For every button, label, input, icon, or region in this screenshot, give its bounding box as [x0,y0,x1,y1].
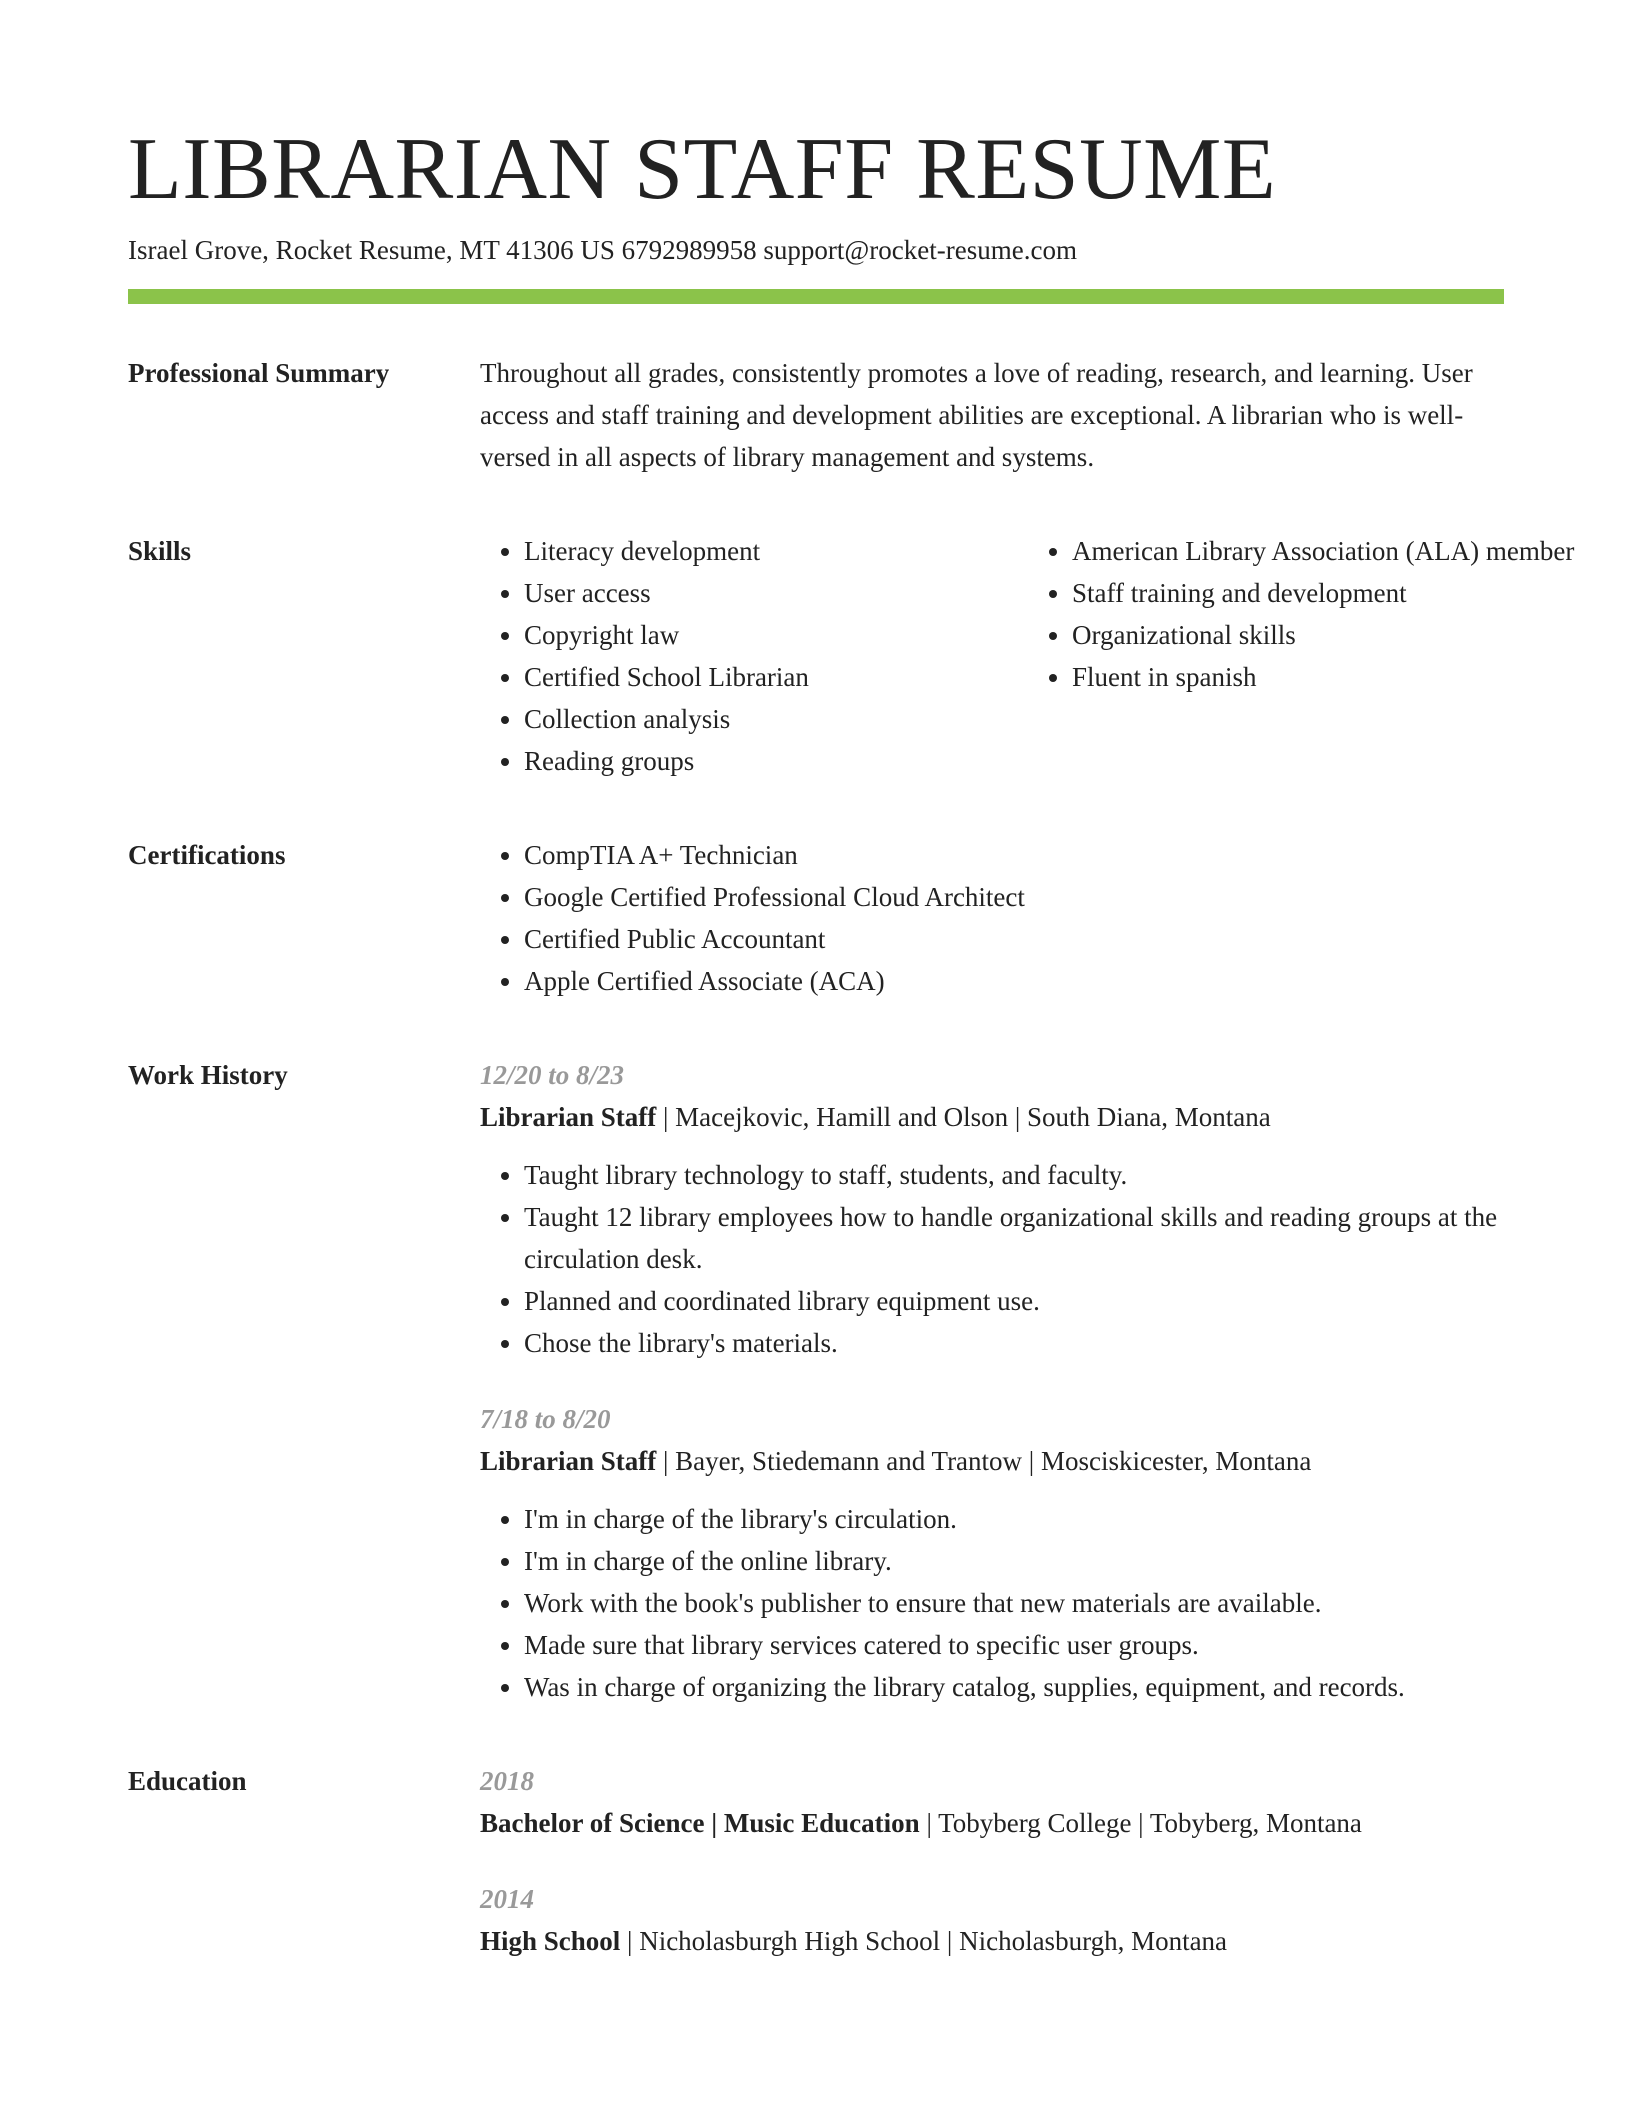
summary-label: Professional Summary [128,358,390,388]
list-item: • CompTIA A+ Technician [524,834,1504,876]
job-details: | Bayer, Stiedemann and Trantow | Mosciskicester, Montana [656,1446,1312,1476]
summary-section [128,352,1504,478]
education-details: | Tobyberg College | Tobyberg, Montana [919,1808,1362,1838]
list-item: • Apple Certified Associate (ACA) [524,960,1504,1002]
education-entry [480,1760,1504,1844]
resume-title: LIBRARIAN STAFF RESUME [128,121,1277,218]
work-history-label: Work History [128,1060,288,1090]
certifications-section [128,834,1504,1002]
education-year: 2014 [480,1884,534,1914]
skills-column-2 [1028,530,1592,782]
job-role: Librarian Staff [480,1446,657,1476]
job-entry [480,1054,1504,1364]
job-heading [480,1440,1504,1482]
list-item: • Taught library technology to staff, students, and faculty. [524,1154,1504,1196]
list-item: • Taught 12 library employees how to handle organizational skills and reading groups at the circulation desk. [524,1196,1504,1280]
list-item: • Was in charge of organizing the library catalog, supplies, equipment, and records. [524,1666,1504,1708]
job-entry [480,1398,1504,1708]
list-item: • Made sure that library services catered to specific user groups. [524,1624,1504,1666]
education-heading [480,1802,1504,1844]
contact-line: Israel Grove, Rocket Resume, MT 41306 US 6792989958 support@rocket-resume.com [128,235,1077,265]
education-section [128,1760,1504,1962]
job-bullets [480,1154,1504,1364]
list-item: • Google Certified Professional Cloud Architect [524,876,1504,918]
list-item: • Certified Public Accountant [524,918,1504,960]
summary-text: Throughout all grades, consistently promotes a love of reading, research, and learning. User access and staff training and development abilities are exceptional. A librarian who is well-versed in all aspects of library management and systems. [480,358,1473,472]
education-degree: High School [480,1926,621,1956]
list-item: • American Library Association (ALA) member [1072,530,1592,572]
skills-column-1 [480,530,1028,782]
list-item: • Collection analysis [524,698,1028,740]
certifications-label: Certifications [128,840,286,870]
job-dates: 12/20 to 8/23 [480,1060,625,1090]
certifications-list [480,834,1504,1002]
job-dates: 7/18 to 8/20 [480,1404,611,1434]
list-item: • Work with the book's publisher to ensure that new materials are available. [524,1582,1504,1624]
education-label: Education [128,1766,247,1796]
list-item: • Literacy development [524,530,1028,572]
list-item: • Staff training and development [1072,572,1592,614]
list-item: • Organizational skills [1072,614,1592,656]
list-item: • I'm in charge of the library's circulation. [524,1498,1504,1540]
job-role: Librarian Staff [480,1102,657,1132]
skills-section [128,530,1575,782]
list-item: • Reading groups [524,740,1028,782]
job-bullets [480,1498,1504,1708]
skills-label: Skills [128,536,192,566]
list-item: • I'm in charge of the online library. [524,1540,1504,1582]
job-heading [480,1096,1504,1138]
list-item: • Certified School Librarian [524,656,1028,698]
accent-divider [128,289,1504,304]
job-details: | Macejkovic, Hamill and Olson | South Diana, Montana [656,1102,1271,1132]
list-item: • Copyright law [524,614,1028,656]
education-degree: Bachelor of Science | Music Education [480,1808,920,1838]
work-history-section [128,1054,1504,1708]
list-item: • Fluent in spanish [1072,656,1592,698]
list-item: • Planned and coordinated library equipment use. [524,1280,1504,1322]
list-item: • User access [524,572,1028,614]
education-entry [480,1878,1504,1962]
education-heading [480,1920,1504,1962]
education-details: | Nicholasburgh High School | Nicholasburgh, Montana [620,1926,1228,1956]
resume-page [128,120,1575,1962]
education-year: 2018 [480,1766,534,1796]
list-item: • Chose the library's materials. [524,1322,1504,1364]
